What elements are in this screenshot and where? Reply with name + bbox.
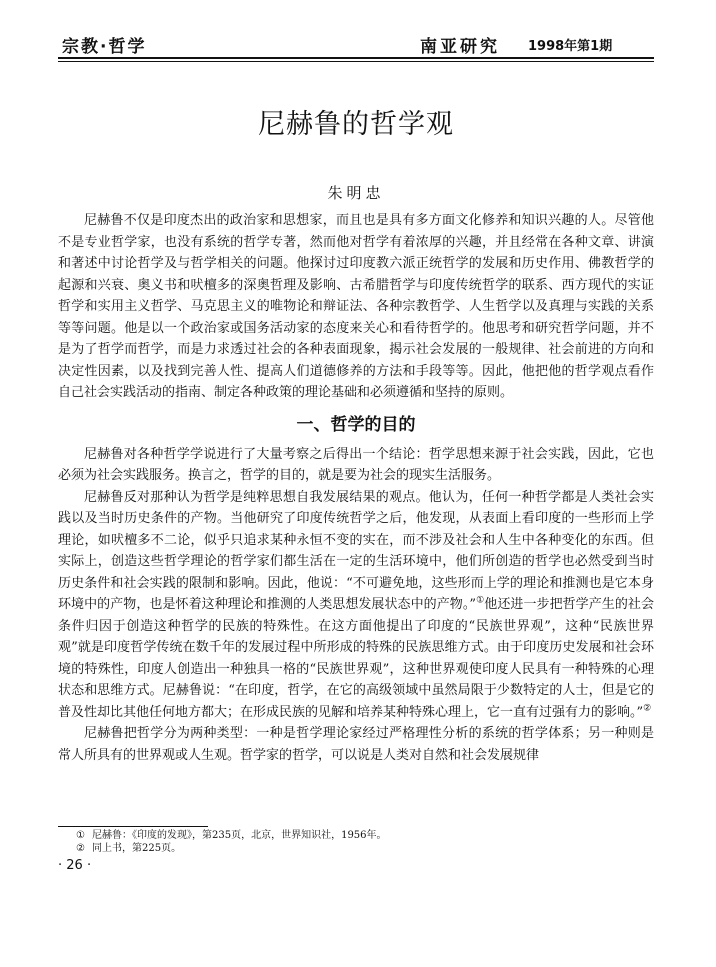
section-label: 宗教·哲学 [62, 37, 147, 57]
paragraph-3: 尼赫鲁把哲学分为两种类型：一种是哲学理论家经过严格理性分析的系统的哲学体系；另一种则是常人所具有的世界观或人生观。哲学家的哲学，可以说是人类对自然和社会发展规律 [58, 726, 654, 763]
paragraph-1: 尼赫鲁对各种哲学学说进行了大量考察之后得出一个结论：哲学思想来源于社会实践，因此，它也必须为社会实践服务。换言之，哲学的目的，就是要为社会的现实生活服务。 [58, 446, 654, 483]
article-title: 尼赫鲁的哲学观 [258, 109, 454, 140]
article-body [58, 210, 654, 766]
paragraph-2-part-a: 尼赫鲁反对那种认为哲学是纯粹思想自我发展结果的观点。他认为，任何一种哲学都是人类社会实践以及当时历史条件的产物。当他研究了印度传统哲学之后，他发现，从表面上看印度的一些形而上学理论，如吠檀多不二论，似乎只追求某种永恒不变的实在，而不涉及社会和人生中各种变化的东西。但实际上，创造这些哲学理论的哲学家们都生活在一定的生活环境中，他们所创造的哲学也必然受到当时历史条件和社会实践的限制和影响。因此，他说：“不可避免地，这些形而上学的理论和推测也是它本身环境中的产物，也是怀着这种理论和推测的人类思想发展状态中的产物。” [58, 489, 654, 612]
footnote-ref-1: ① [476, 595, 485, 606]
footnote [76, 842, 636, 855]
footnote-mark: ① [76, 830, 85, 841]
intro-paragraph: 尼赫鲁不仅是印度杰出的政治家和思想家，而且也是具有多方面文化修养和知识兴趣的人。尽管他不是专业哲学家，也没有系统的哲学专著，然而他对哲学有着浓厚的兴趣，并且经常在各种文章、讲演和著述中讨论哲学及与哲学相关的问题。他探讨过印度教六派正统哲学的发展和历史作用、佛教哲学的起源和兴衰、奥义书和吠檀多的深奥哲理及影响、古希腊哲学与印度传统哲学的联系、西方现代的实证哲学和实用主义哲学、马克思主义的唯物论和辩证法、各种宗教哲学、人生哲学以及真理与实践的关系等等问题。他是以一个政治家或国务活动家的态度来关心和看待哲学的。他思考和研究哲学问题，并不是为了哲学而哲学，而是力求透过社会的各种表面现象，揭示社会发展的一般规律、社会前进的方向和决定性因素，以及找到完善人性、提高人们道德修养的方法和手段等等。因此，他把他的哲学观点看作自己社会实践活动的指南、制定各种政策的理论基础和必须遵循和坚持的原则。 [58, 213, 654, 400]
footnote-text: 同上书，第225页。 [92, 843, 182, 854]
footnote [76, 829, 636, 842]
footnote-text: 尼赫鲁：《印度的发现》，第235页，北京，世界知识社，1956年。 [92, 830, 387, 841]
running-header [58, 30, 654, 56]
issue-label: 1998年第1期 [528, 39, 613, 54]
header-rule-thin [58, 61, 654, 62]
footnote-ref-2: ② [643, 703, 652, 714]
paragraph-2 [58, 487, 654, 724]
footnote-mark: ② [76, 843, 85, 854]
page-number: · 26 · [58, 858, 92, 873]
journal-name: 南亚研究 [420, 37, 500, 57]
section-heading: 一、哲学的目的 [296, 414, 416, 435]
footnote-rule [58, 826, 208, 827]
paragraph-2-part-b: 他还进一步把哲学产生的社会条件归因于创造这种哲学的民族的特殊性。在这方面他提出了印度的“民族世界观”，这种“民族世界观”就是印度哲学传统在数千年的发展过程中所形成的特殊的民族思维方式。由于印度历史发展和社会环境的特殊性，印度人创造出一种独具一格的“民族世界观”，这种世界观使印度人民具有一种特殊的心理状态和思维方式。尼赫鲁说：“在印度，哲学，在它的高级领域中虽然局限于少数特定的人士，但是它的普及性却比其他任何地方都大；在形成民族的见解和培养某种特殊心理上，它一直有过强有力的影响。” [58, 597, 654, 720]
footnotes [76, 829, 636, 855]
article-author: 朱明忠 [327, 184, 385, 202]
header-rule [58, 57, 654, 59]
